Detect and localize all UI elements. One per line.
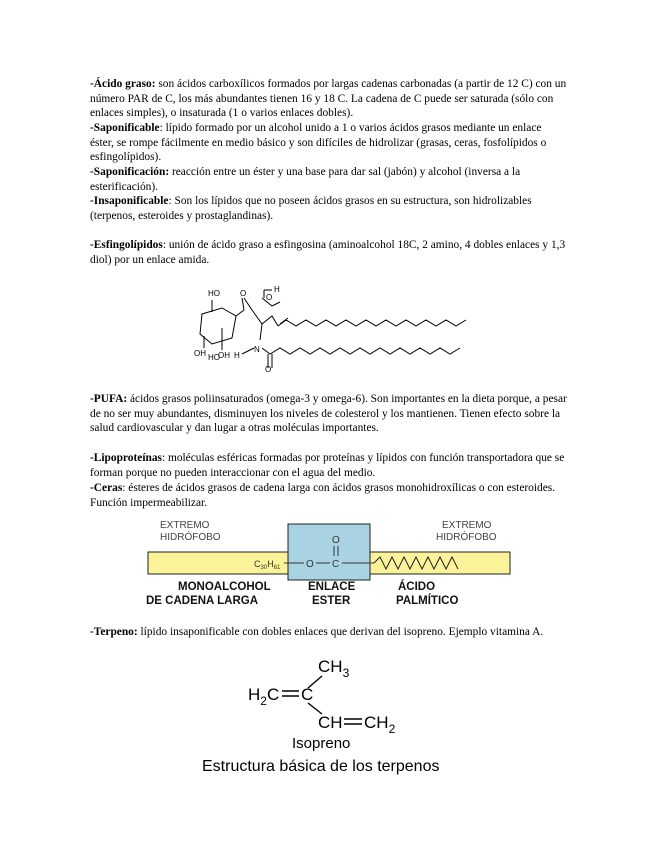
term-saponificable: -Saponificable [90,122,160,134]
h2c-h: H [248,685,261,704]
paragraph-ceras [90,481,568,510]
paragraph-acido-graso [90,77,568,121]
oh-label-3: HO [208,353,220,362]
sphingosine-chain [244,290,466,340]
alcohol-label-line1: MONOALCOHOL [178,581,271,593]
hydroxyl-o-label: O [266,293,273,302]
ch2-subscript: 2 [388,722,396,736]
paragraph-lipoproteinas [90,451,568,480]
isoprene-name: Isopreno [292,735,351,752]
definition-insaponificable: : Son los lípidos que no poseen ácidos grasos en su estructura, son hidrolizables (terpenos, esteroides y prostaglandinas). [90,195,532,222]
definition-saponificacion: reacción entre un éster y una base para dar sal (jabón) y alcohol (inversa a la esterificación). [90,166,521,193]
ch2-text: CH [364,713,389,732]
formula-h-subscript: 61 [273,565,281,571]
oh-label-1: HO [208,289,220,298]
definition-terpeno: lípido insaponificable con dobles enlaces que derivan del isopreno. Ejemplo vitamina A. [137,626,544,638]
definition-acido-graso: son ácidos carboxílicos formados por largas cadenas carbonadas (a partir de 12 C) con un número PAR de C, los más abundantes tienen 16 y 18 C. La cadena de C puede ser saturada (sólo con enlaces simples), o insaturada (1 o varios enlaces dobles). [90,78,567,120]
sphingolipid-structure-figure [180,276,480,372]
paragraph-insaponificable [90,194,568,223]
term-pufa: -PUFA: [90,393,128,405]
ester-label-line1: ENLACE [308,581,356,593]
formula-c-subscript: 30 [260,565,268,571]
h2c-subscript: 2 [260,694,267,708]
ch3-group [318,657,350,680]
paragraph-pufa [90,392,568,436]
formula-c: C [254,559,261,569]
oh-label-4: OH [218,351,230,360]
ch3-text: CH [318,657,343,676]
ester-carbon-label: C [332,559,340,570]
fatty-acid-chain [242,348,460,368]
right-hydrophobic-tag-line2: HIDRÓFOBO [436,532,497,543]
left-tag-text: EXTREMO [160,520,210,531]
ester-bond-block [288,524,370,580]
paragraph-saponificable [90,121,568,165]
term-insaponificable: -Insaponificable [90,195,169,207]
sugar-ring [200,298,244,350]
amide-h-label: H [234,351,240,360]
term-saponificacion: -Saponificación: [90,166,170,178]
paragraph-esfingolipidos [90,238,568,267]
term-ceras: -Ceras [90,482,123,494]
carbonyl-oxygen-label: O [332,535,340,546]
definition-esfingolipidos: : unión de ácido graso a esfingosina (aminoalcohol 18C, 2 amino, 4 dobles enlaces y 1,3 diol) por un enlace amida. [90,239,566,266]
formula-h: H [267,559,274,569]
oh-label-2: OH [194,349,206,358]
amide-n-label: N [254,345,260,354]
hydroxyl-h-label: H [274,285,280,294]
palmitic-label-line1: ÁCIDO [398,581,436,593]
paragraph-saponificacion [90,165,568,194]
definition-lipoproteinas: : moléculas esféricas formadas por proteínas y lípidos con función transportadora que se forman porque no pueden interaccionar con el agua del medio. [90,452,565,479]
ch-group: CH [318,713,343,732]
ch3-subscript: 3 [342,666,350,680]
right-hydrophobic-tag-line1: EXTREMO [442,520,492,531]
center-carbon: C [301,685,314,704]
alcohol-label-line2: DE CADENA LARGA [146,595,259,607]
term-lipoproteinas: -Lipoproteínas [90,452,162,464]
paragraph-terpeno [90,625,568,640]
carbonyl-o-label: O [265,365,272,372]
term-terpeno: -Terpeno: [90,626,138,638]
glycosidic-o-label: O [240,289,247,298]
definition-ceras: : ésteres de ácidos grasos de cadena larga con ácidos grasos monohidroxílicas o con esteroides. Función impermeabilizar. [90,482,556,509]
isoprene-figure [190,650,470,778]
left-hydrophobic-tag-line1 [160,520,210,531]
palmitic-acid-block [370,552,510,574]
ch2-group [364,713,396,736]
ester-oxygen-label: O [306,559,314,570]
left-hydrophobic-tag-line2: HIDRÓFOBO [160,532,221,543]
term-esfingolipidos: -Esfingolípidos [90,239,163,251]
h2c-group [248,685,279,708]
wax-diagram [146,514,524,610]
definition-saponificable: : lípido formado por un alcohol unido a 1 o varios ácidos grasos mediante un enlace éster, se rompe fácilmente en medio básico y son difíciles de hidrolizar (grasas, ceras, fosfolípidos o esfingolípidos). [90,122,547,164]
term-acido-graso: -Ácido graso: [90,78,156,90]
isoprene-caption: Estructura básica de los terpenos [202,758,440,775]
palmitic-label-line2: PALMÍTICO [396,595,459,607]
definition-pufa: ácidos grasos poliinsaturados (omega-3 y omega-6). Son importantes en la dieta porque, a pesar de no ser muy abundantes, disminuyen los niveles de colesterol y los mantienen. Tienen efecto sobre la salud cardiovascular y dan lugar a otras moléculas importantes. [90,393,567,435]
h2c-c: C [266,685,280,704]
ester-label-line2: ESTER [312,595,351,607]
